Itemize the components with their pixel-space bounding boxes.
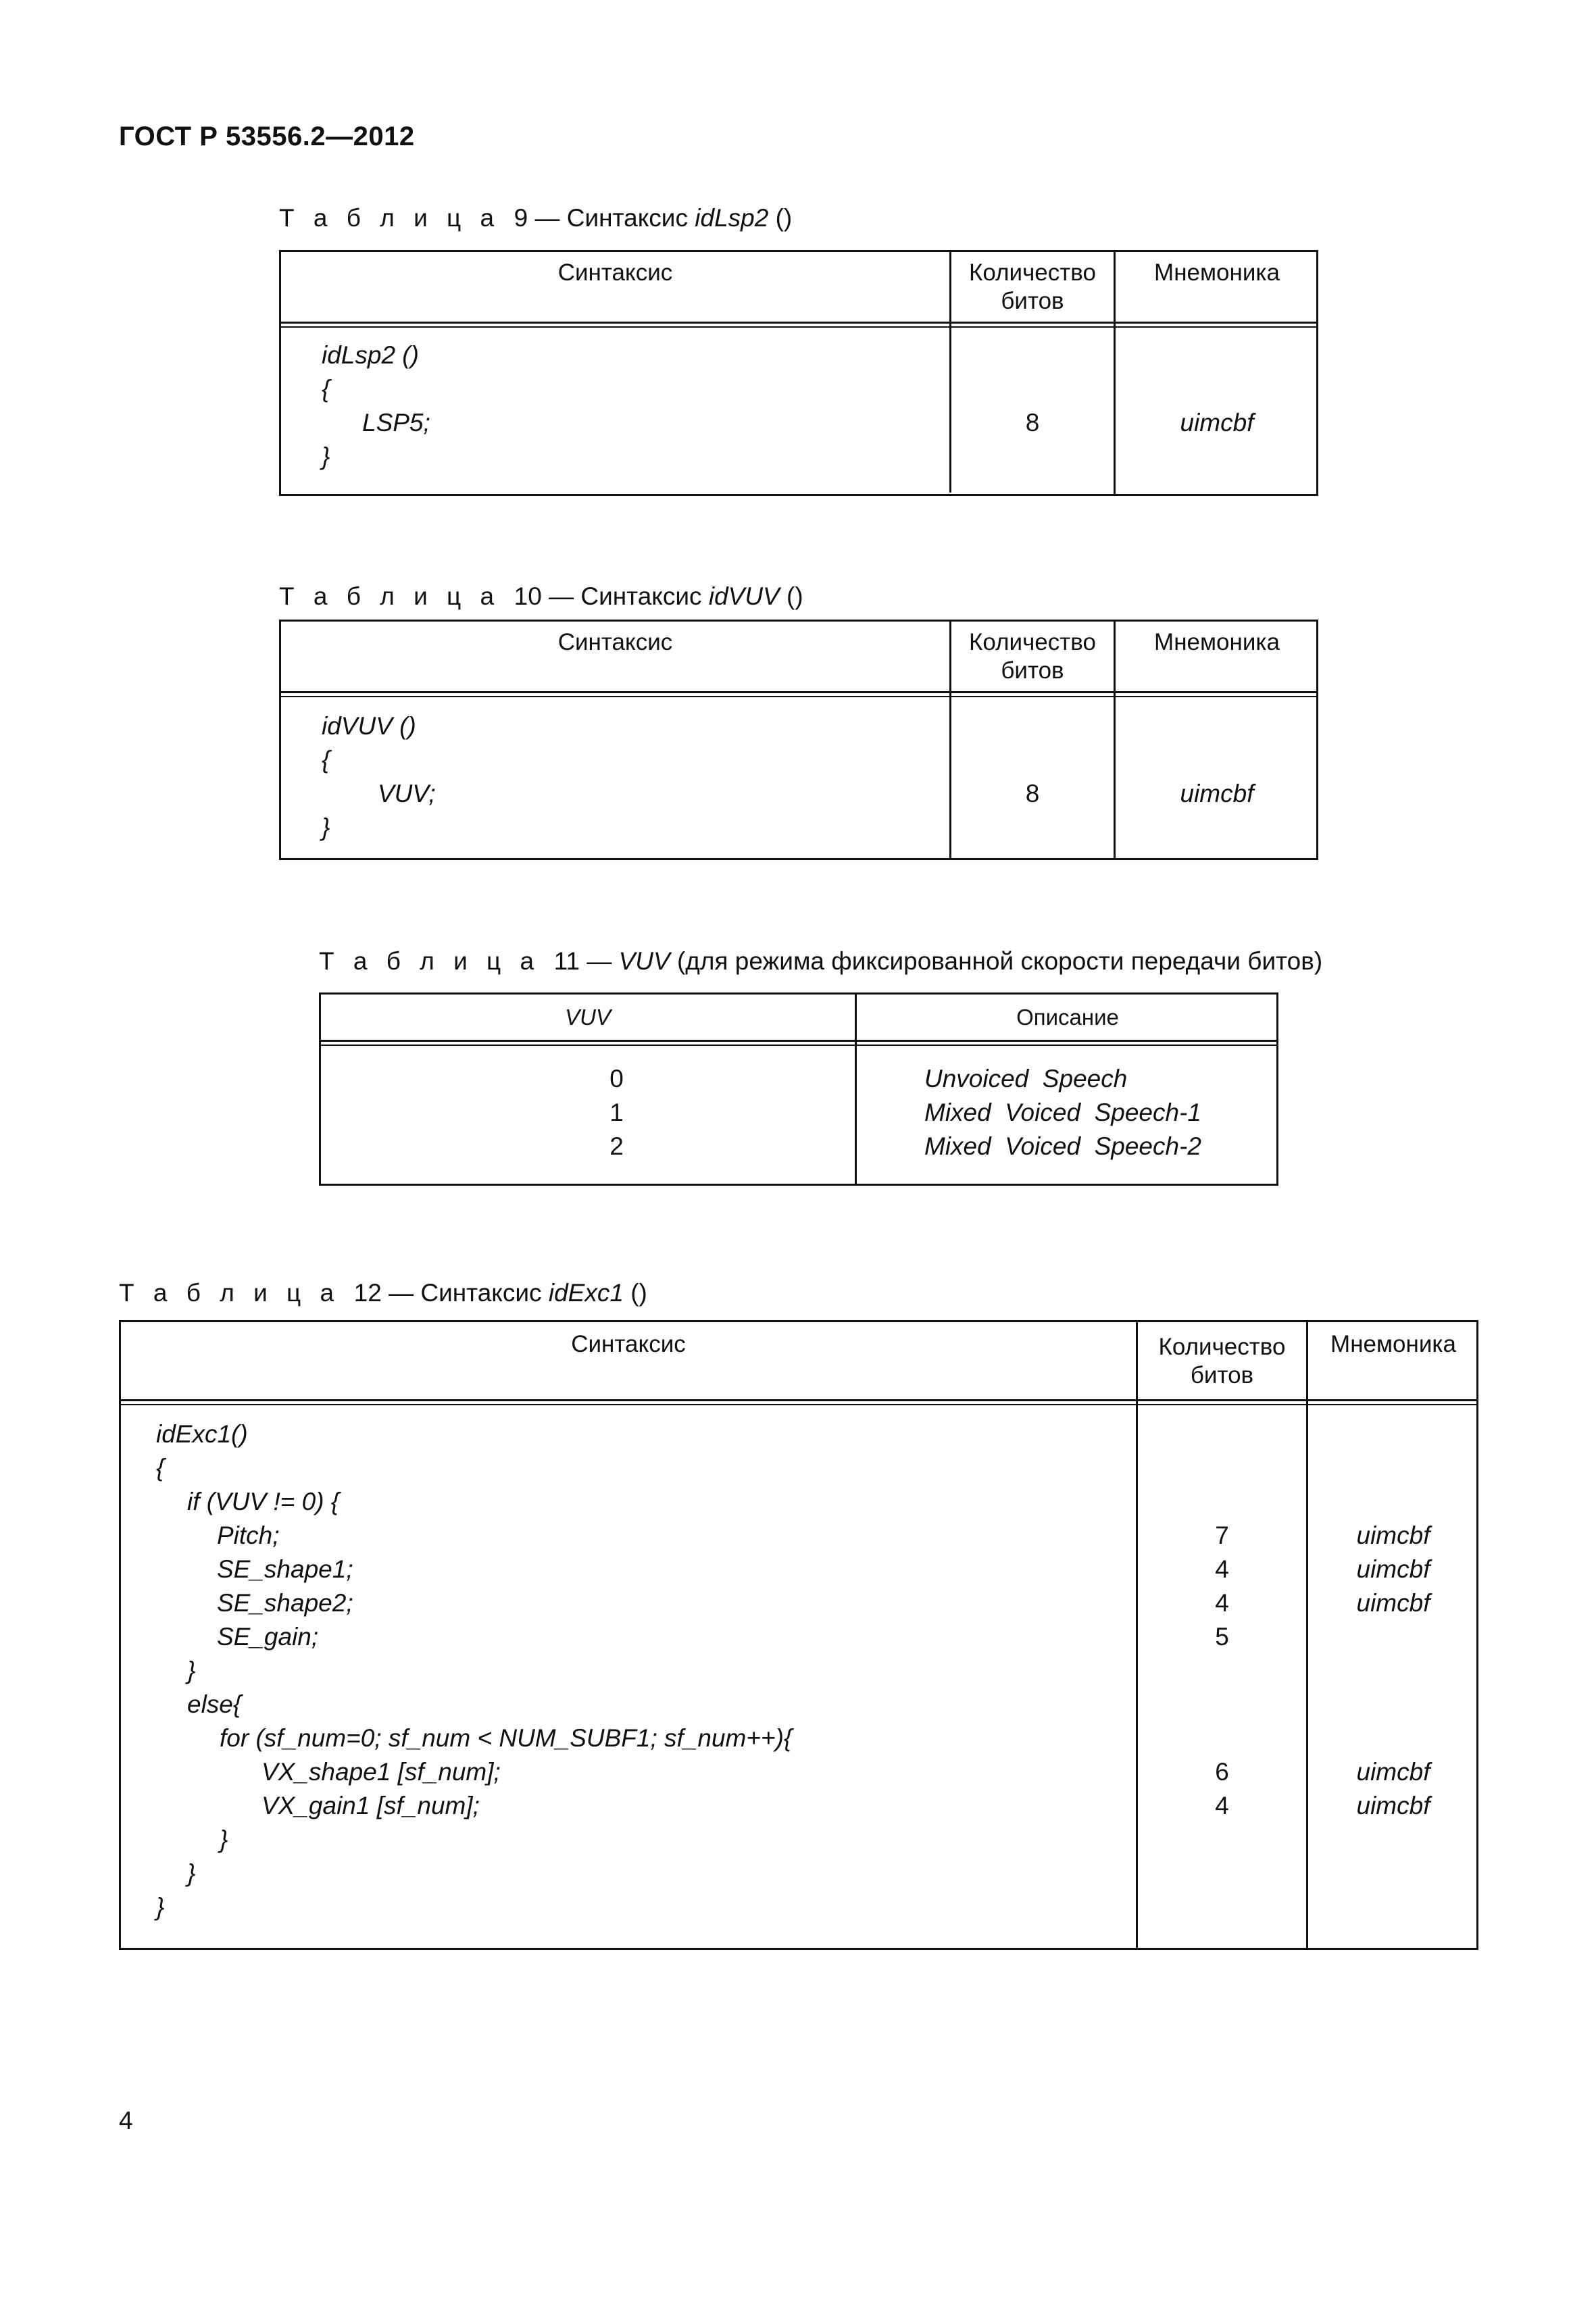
table10-col-bits-line2: битов <box>1001 657 1064 684</box>
table10-mnemonic: uimcbf <box>1180 780 1254 807</box>
table11-col-desc: Описание <box>1016 1005 1119 1030</box>
table12-bits: 4 <box>1215 1589 1229 1617</box>
table12-line: VX_gain1 [sf_num]; <box>261 1792 480 1819</box>
table10-caption-suffix: () <box>787 582 803 610</box>
table9-col-bits <box>951 259 1114 316</box>
table10-caption-prefix: Т а б л и ц а <box>279 582 501 610</box>
table12-line: SE_gain; <box>217 1623 319 1651</box>
table11-caption-suffix: (для режима фиксированной скорости передачи битов) <box>676 947 1323 975</box>
table12 <box>119 1320 1478 1950</box>
table11 <box>319 992 1278 1186</box>
table10 <box>279 620 1318 860</box>
table12-bits: 7 <box>1215 1521 1229 1549</box>
table12-bits: 6 <box>1215 1758 1229 1786</box>
table12-line: for (sf_num=0; sf_num < NUM_SUBF1; sf_num++){ <box>220 1724 793 1752</box>
table12-caption-suffix: () <box>630 1279 647 1307</box>
table12-line: Pitch; <box>217 1521 280 1549</box>
table12-mnemonic: uimcbf <box>1356 1589 1430 1617</box>
table12-col-bits <box>1138 1333 1306 1390</box>
table11-desc: Unvoiced Speech <box>924 1065 1128 1092</box>
table9-col-bits-line2: битов <box>1001 288 1064 314</box>
table11-caption <box>319 947 1322 976</box>
table9-col-mnemonic: Мнемоника <box>1154 259 1280 286</box>
table12-col-syntax: Синтаксис <box>571 1331 686 1357</box>
table10-caption <box>279 582 803 611</box>
table10-caption-func: idVUV <box>708 582 780 610</box>
table12-bits: 4 <box>1215 1555 1229 1583</box>
table9-caption-func: idLsp2 <box>695 204 769 232</box>
table10-line: { <box>322 746 330 774</box>
table9-caption-suffix: () <box>775 204 793 232</box>
table12-line: SE_shape2; <box>217 1589 353 1617</box>
table9 <box>279 250 1318 496</box>
table11-value: 2 <box>609 1132 624 1160</box>
table12-caption-prefix: Т а б л и ц а <box>119 1279 341 1307</box>
document-header: ГОСТ Р 53556.2—2012 <box>119 122 415 151</box>
table9-caption-prefix: Т а б л и ц а <box>279 204 501 232</box>
table10-line: VUV; <box>378 780 436 807</box>
table10-line: idVUV () <box>322 712 416 740</box>
table9-line: LSP5; <box>362 409 430 436</box>
table9-col-syntax: Синтаксис <box>557 259 673 286</box>
table11-col-vuv: VUV <box>565 1005 611 1030</box>
page-number: 4 <box>119 2107 133 2134</box>
table12-line: } <box>220 1826 228 1853</box>
table9-mnemonic: uimcbf <box>1180 409 1254 436</box>
table12-line: } <box>187 1859 196 1887</box>
table12-mnemonic: uimcbf <box>1356 1555 1430 1583</box>
table11-desc: Mixed Voiced Speech-2 <box>924 1132 1201 1160</box>
table12-line: VX_shape1 [sf_num]; <box>261 1758 501 1786</box>
table12-bits: 4 <box>1215 1792 1229 1819</box>
table12-line: idExc1() <box>156 1420 248 1448</box>
table12-line: { <box>156 1454 165 1482</box>
table9-caption-num: 9 — Синтаксис <box>514 204 688 232</box>
table12-line: if (VUV != 0) { <box>187 1488 340 1515</box>
table10-col-mnemonic: Мнемоника <box>1154 629 1280 655</box>
table12-col-mnemonic: Мнемоника <box>1330 1331 1456 1357</box>
table11-desc: Mixed Voiced Speech-1 <box>924 1099 1201 1126</box>
table10-col-syntax: Синтаксис <box>557 629 673 655</box>
table12-line: } <box>156 1893 165 1921</box>
table12-caption-num: 12 — Синтаксис <box>353 1279 542 1307</box>
table10-col-bits <box>951 628 1114 685</box>
table11-value: 1 <box>609 1099 624 1126</box>
table11-caption-func: VUV <box>618 947 670 975</box>
table9-col-bits-line1: Количество <box>969 259 1096 286</box>
table10-bits: 8 <box>1025 780 1040 807</box>
table9-line: { <box>322 375 330 403</box>
table12-line: else{ <box>187 1690 242 1718</box>
table10-caption-num: 10 — Синтаксис <box>514 582 702 610</box>
table12-mnemonic: uimcbf <box>1356 1792 1430 1819</box>
table11-value: 0 <box>609 1065 624 1092</box>
table9-caption <box>279 204 792 232</box>
table12-mnemonic: uimcbf <box>1356 1758 1430 1786</box>
table9-bits: 8 <box>1025 409 1040 436</box>
table12-caption-func: idExc1 <box>548 1279 624 1307</box>
table11-caption-prefix: Т а б л и ц а <box>319 947 541 975</box>
table12-bits: 5 <box>1215 1623 1229 1651</box>
table10-col-bits-line1: Количество <box>969 629 1096 655</box>
table12-col-bits-line2: битов <box>1190 1362 1254 1388</box>
table12-line: SE_shape1; <box>217 1555 353 1583</box>
table10-line: } <box>322 813 330 841</box>
table12-mnemonic: uimcbf <box>1356 1521 1430 1549</box>
table9-line: idLsp2 () <box>322 341 419 369</box>
table12-col-bits-line1: Количество <box>1158 1334 1286 1360</box>
table12-caption <box>119 1279 647 1307</box>
table11-caption-num: 11 — <box>553 947 612 975</box>
table12-line: } <box>187 1657 196 1684</box>
table9-line: } <box>322 443 330 470</box>
